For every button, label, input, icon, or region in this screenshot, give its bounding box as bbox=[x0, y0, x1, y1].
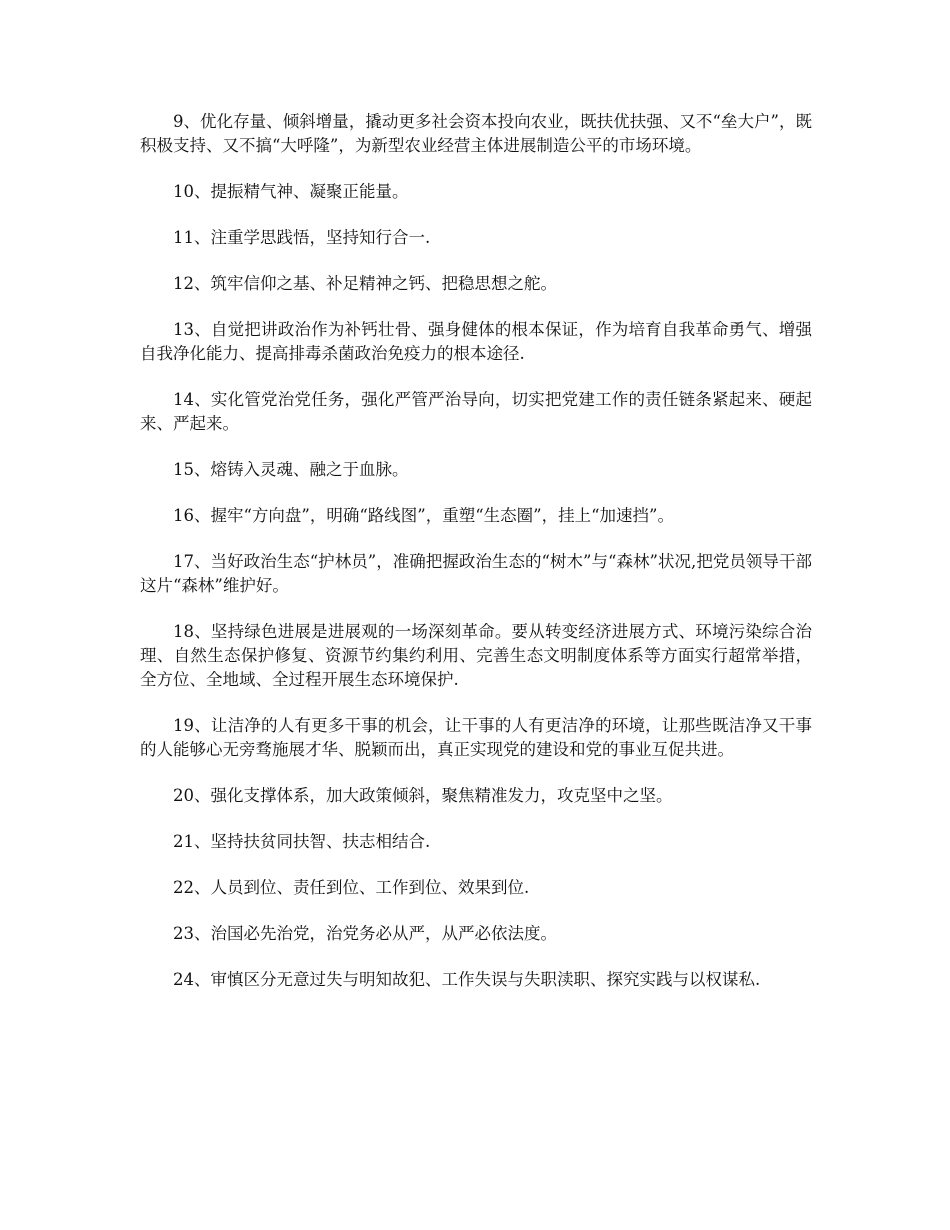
paragraph-18: 18、坚持绿色进展是进展观的一场深刻革命。要从转变经济进展方式、环境污染综合治理、自然生态保护修复、资源节约集约利用、完善生态文明制度体系等方面实行超常举措，全方位、全地域、全过程开展生态环境保护. bbox=[140, 622, 812, 689]
document-body bbox=[140, 110, 812, 1014]
paragraph-13: 13、自觉把讲政治作为补钙壮骨、强身健体的根本保证，作为培育自我革命勇气、增强自我净化能力、提高排毒杀菌政治免疫力的根本途径. bbox=[140, 320, 812, 363]
paragraph-24: 24、审慎区分无意过失与明知故犯、工作失误与失职渎职、探究实践与以权谋私. bbox=[173, 970, 761, 989]
paragraph-19: 19、让洁净的人有更多干事的机会，让干事的人有更洁净的环境，让那些既洁净又干事的人能够心无旁骛施展才华、脱颖而出，真正实现党的建设和党的事业互促共进。 bbox=[140, 716, 812, 759]
paragraph-12: 12、筑牢信仰之基、补足精神之钙、把稳思想之舵。 bbox=[173, 274, 557, 293]
paragraph-9: 9、优化存量、倾斜增量，撬动更多社会资本投向农业，既扶优扶强、又不“垒大户”，既积极支持、又不搞“大呼隆”，为新型农业经营主体进展制造公平的市场环境。 bbox=[140, 112, 812, 155]
paragraph-16: 16、握牢“方向盘”，明确“路线图”，重塑“生态圈”，挂上“加速挡”。 bbox=[173, 506, 674, 525]
paragraph-14: 14、实化管党治党任务，强化严管严治导向，切实把党建工作的责任链条紧起来、硬起来、严起来。 bbox=[140, 390, 812, 433]
paragraph-23: 23、治国必先治党，治党务必从严，从严必依法度。 bbox=[173, 924, 557, 943]
paragraph-21: 21、坚持扶贫同扶智、扶志相结合. bbox=[173, 832, 431, 851]
paragraph-10: 10、提振精气神、凝聚正能量。 bbox=[173, 182, 409, 201]
paragraph-20: 20、强化支撑体系，加大政策倾斜，聚焦精准发力，攻克坚中之坚。 bbox=[173, 786, 673, 805]
paragraph-22: 22、人员到位、责任到位、工作到位、效果到位. bbox=[173, 878, 530, 897]
paragraph-15: 15、熔铸入灵魂、融之于血脉。 bbox=[173, 460, 409, 479]
paragraph-17: 17、当好政治生态“护林员”，准确把握政治生态的“树木”与“森林”状况,把党员领导干部这片“森林”维护好。 bbox=[140, 552, 812, 595]
paragraph-11: 11、注重学思践悟，坚持知行合一. bbox=[173, 228, 431, 247]
